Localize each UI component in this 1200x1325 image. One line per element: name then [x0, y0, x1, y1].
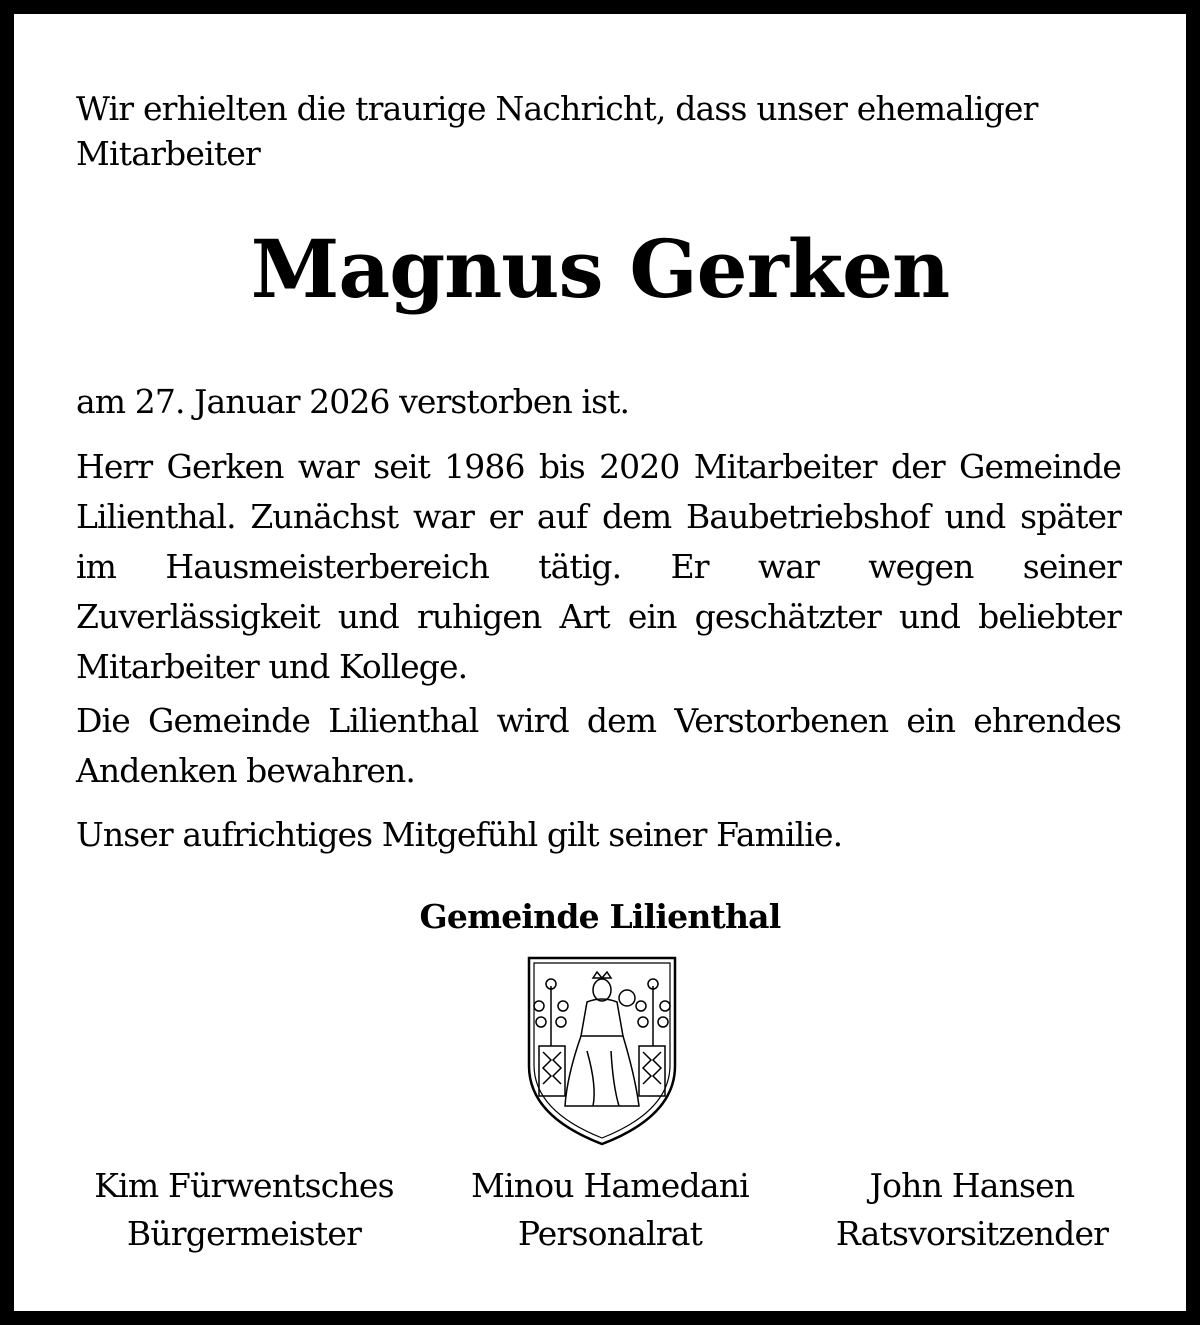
intro-text: Wir erhielten die traurige Nachricht, dass unser ehemaliger Mitarbeiter — [76, 89, 1038, 173]
deceased-name: Magnus Gerken — [250, 222, 950, 316]
memory-paragraph: Die Gemeinde Lilienthal wird dem Verstorbenen ein ehrendes Andenken bewahren. — [76, 701, 1121, 790]
signatory-name: John Hansen — [869, 1166, 1075, 1205]
signatory — [54, 1162, 434, 1258]
obituary-notice — [14, 14, 1186, 1311]
organization-name: Gemeinde Lilienthal — [419, 897, 781, 936]
death-date-line: am 27. Januar 2026 verstorben ist. — [76, 382, 630, 421]
signatory-role: Bürgermeister — [126, 1214, 362, 1253]
coat-of-arms-icon — [527, 956, 677, 1146]
sympathy-paragraph: Unser aufrichtiges Mitgefühl gilt seiner Familie. — [76, 815, 843, 854]
signatory-role: Personalrat — [517, 1214, 703, 1253]
career-paragraph: Herr Gerken war seit 1986 bis 2020 Mitarbeiter der Gemeinde Lilienthal. Zunächst war er auf dem Baubetriebshof und später im Hausmeisterbereich tätig. Er war wegen seiner Zuverlässigkeit und ruhigen Art ein geschätzter und beliebter Mitarbeiter und Kollege. — [76, 447, 1121, 686]
signatory-name: Kim Fürwentsches — [94, 1166, 394, 1205]
signatory — [782, 1162, 1162, 1258]
signatory-name: Minou Hamedani — [471, 1166, 749, 1205]
signatory-role: Ratsvorsitzender — [835, 1214, 1109, 1253]
signatory — [420, 1162, 800, 1258]
